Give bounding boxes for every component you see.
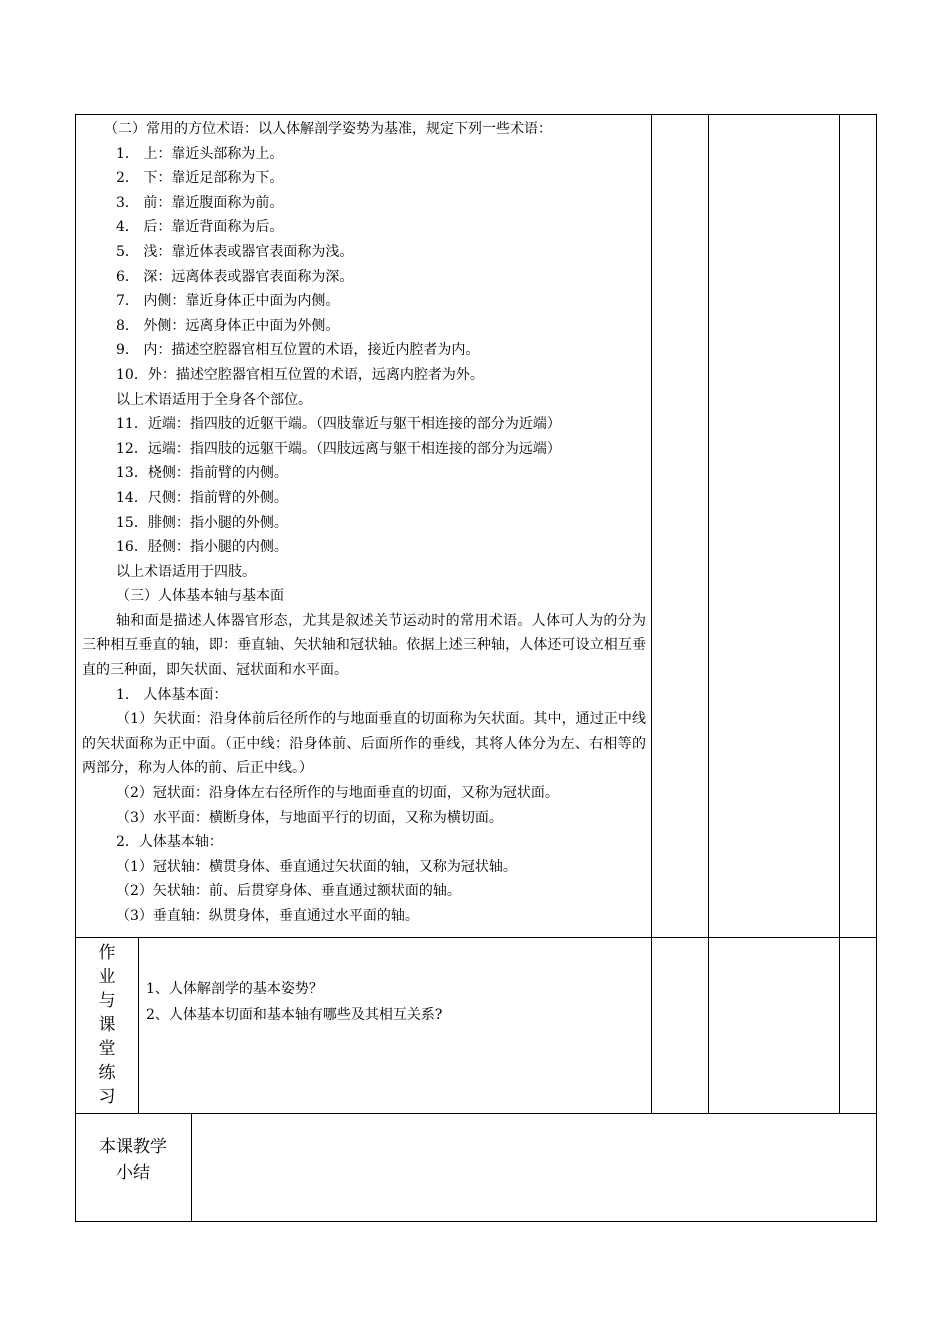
term-line: 2． 下：靠近足部称为下。 — [116, 170, 284, 187]
axis-line: （1）冠状轴：横贯身体、垂直通过矢状面的轴，又称为冠状轴。 — [116, 858, 517, 875]
summary-content-area[interactable] — [192, 1114, 876, 1221]
axes-intro-paragraph: 轴和面是描述人体器官形态，尤其是叙述关节运动时的常用术语。人体可人为的分为三种相互垂直的轴，即：垂直轴、矢状轴和冠状轴。依据上述三种轴，人体还可设立相互垂直的三种面，即矢状面、冠状面和水平面。 — [82, 612, 646, 679]
table-top-border — [75, 114, 877, 115]
term-line: 7． 内侧：靠近身体正中面为内侧。 — [116, 293, 340, 310]
term-line: 5． 浅：靠近体表或器官表面称为浅。 — [116, 243, 354, 260]
column-divider-1 — [651, 114, 652, 1114]
term-note: 以上术语适用于四肢。 — [116, 563, 256, 580]
term-line: 3． 前：靠近腹面称为前。 — [116, 194, 284, 211]
row-divider-content-homework — [75, 937, 877, 938]
term-line: 14．尺侧：指前臂的外侧。 — [116, 489, 288, 506]
plane-line: （3）水平面：横断身体，与地面平行的切面，又称为横切面。 — [116, 809, 503, 826]
term-line: 12．远端：指四肢的远躯干端。（四肢远离与躯干相连接的部分为远端） — [116, 440, 561, 457]
homework-label-divider — [138, 937, 139, 1114]
term-note: 以上术语适用于全身各个部位。 — [116, 391, 312, 408]
subsection-basic-planes: 1． 人体基本面： — [116, 686, 228, 703]
column-divider-2 — [708, 114, 709, 1114]
subsection-basic-axes: 2．人体基本轴： — [116, 834, 223, 851]
table-right-border — [876, 114, 877, 1222]
term-line: 10．外：描述空腔器官相互位置的术语，远离内腔者为外。 — [116, 366, 484, 383]
summary-label: 本课教学 小结 — [99, 1137, 167, 1183]
homework-item: 1、人体解剖学的基本姿势？ — [146, 981, 323, 997]
homework-item: 2、人体基本切面和基本轴有哪些及其相互关系? — [146, 1007, 443, 1023]
term-line: 16．胫侧：指小腿的内侧。 — [116, 539, 288, 556]
section-heading-terms: （二）常用的方位术语：以人体解剖学姿势为基准，规定下列一些术语： — [104, 121, 552, 137]
sagittal-plane-paragraph: （1）矢状面：沿身体前后径所作的与地面垂直的切面称为矢状面。其中，通过正中线的矢状面称为正中面。（正中线：沿身体前、后面所作的垂线，其将人体分为左、右相等的两部分，称为人体的前、后正中线。） — [82, 711, 646, 777]
homework-questions — [146, 976, 646, 1028]
homework-label: 作 业 与 课 堂 练 习 — [98, 943, 116, 1107]
term-line: 15．腓侧：指小腿的外侧。 — [116, 514, 288, 531]
term-line: 13．桡侧：指前臂的内侧。 — [116, 465, 288, 482]
section-heading-axes: （三）人体基本轴与基本面 — [116, 588, 284, 605]
term-line: 6． 深：远离体表或器官表面称为深。 — [116, 268, 354, 285]
axis-line: （2）矢状轴：前、后贯穿身体、垂直通过额状面的轴。 — [116, 883, 461, 900]
term-line: 8． 外侧：远离身体正中面为外侧。 — [116, 317, 340, 334]
axis-line: （3）垂直轴：纵贯身体，垂直通过水平面的轴。 — [116, 908, 419, 924]
term-line: 1． 上：靠近头部称为上。 — [116, 145, 284, 162]
plane-line: （2）冠状面：沿身体左右径所作的与地面垂直的切面，又称为冠状面。 — [116, 785, 559, 802]
term-line: 11．近端：指四肢的近躯干端。（四肢靠近与躯干相连接的部分为近端） — [116, 416, 561, 433]
column-divider-3 — [839, 114, 840, 1114]
table-bottom-border — [75, 1221, 877, 1222]
lesson-content — [82, 117, 646, 929]
term-line: 9． 内：描述空腔器官相互位置的术语，接近内腔者为内。 — [116, 342, 480, 359]
term-line: 4． 后：靠近背面称为后。 — [116, 219, 284, 236]
